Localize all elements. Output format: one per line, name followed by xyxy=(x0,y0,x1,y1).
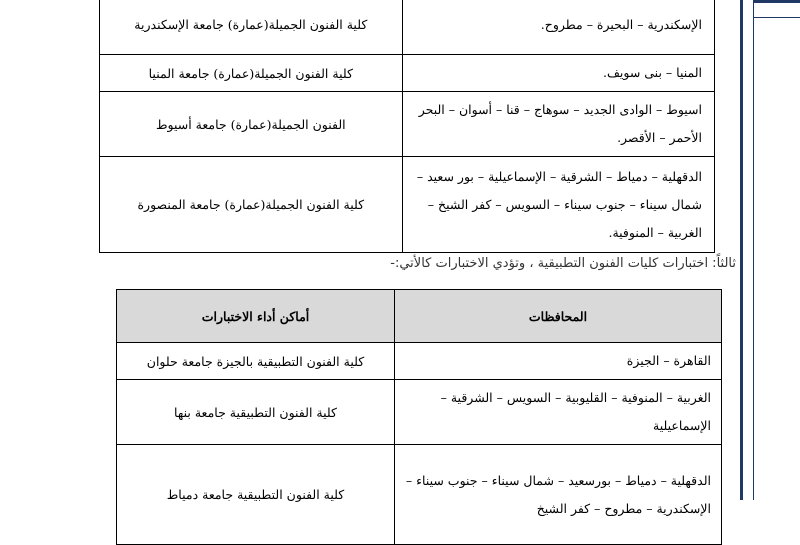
location-cell: الفنون الجميلة(عمارة) جامعة أسيوط xyxy=(100,92,403,157)
governorates-cell: المنيا – بنى سويف. xyxy=(402,55,714,92)
table-row xyxy=(100,55,715,92)
location-cell: كلية الفنون الجميلة(عمارة) جامعة المنيا xyxy=(100,55,403,92)
governorates-cell: الدقهلية – دمياط – بورسعيد – شمال سيناء – جنوب سيناء – الإسكندرية – مطروح – كفر الشيخ xyxy=(395,445,722,545)
page-border-top xyxy=(754,0,800,18)
table-row xyxy=(117,380,722,445)
governorates-cell: القاهرة – الجيزة xyxy=(395,343,722,380)
location-cell: كلية الفنون التطبيقية جامعة دمياط xyxy=(117,445,395,545)
location-cell: كلية الفنون الجميلة(عمارة) جامعة المنصورة xyxy=(100,157,403,253)
location-header: أماكن أداء الاختبارات xyxy=(117,290,395,343)
section-heading: ثالثاً: اختبارات كليات الفنون التطبيقية ، وتؤدي الاختبارات كالأتي:- xyxy=(390,256,736,271)
location-cell: كلية الفنون التطبيقية جامعة بنها xyxy=(117,380,395,445)
governorates-cell: الإسكندرية – البحيرة – مطروح. xyxy=(402,0,714,55)
location-cell: كلية الفنون التطبيقية بالجيزة جامعة حلوان xyxy=(117,343,395,380)
governorates-cell: الغربية – المنوفية – القليوبية – السويس – الشرقية – الإسماعيلية xyxy=(395,380,722,445)
governorates-cell: اسيوط – الوادى الجديد – سوهاج – قنا – أسوان – البحر الأحمر – الأقصر. xyxy=(402,92,714,157)
table-row xyxy=(100,92,715,157)
governorates-cell: الدقهلية – دمياط – الشرقية – الإسماعيلية – بور سعيد – شمال سيناء – جنوب سيناء – السويس – كفر الشيخ – الغربية – المنوفية. xyxy=(402,157,714,253)
governorates-header: المحافظات xyxy=(395,290,722,343)
page-border-right xyxy=(740,0,754,500)
location-cell: كلية الفنون الجميلة(عمارة) جامعة الإسكندرية xyxy=(100,0,403,55)
table-header-row xyxy=(117,290,722,343)
table-row xyxy=(117,343,722,380)
table-row xyxy=(117,445,722,545)
table-row xyxy=(100,157,715,253)
test-locations-table-fine-arts xyxy=(99,0,715,253)
test-locations-table-applied-arts xyxy=(116,289,722,545)
table-row xyxy=(100,0,715,55)
